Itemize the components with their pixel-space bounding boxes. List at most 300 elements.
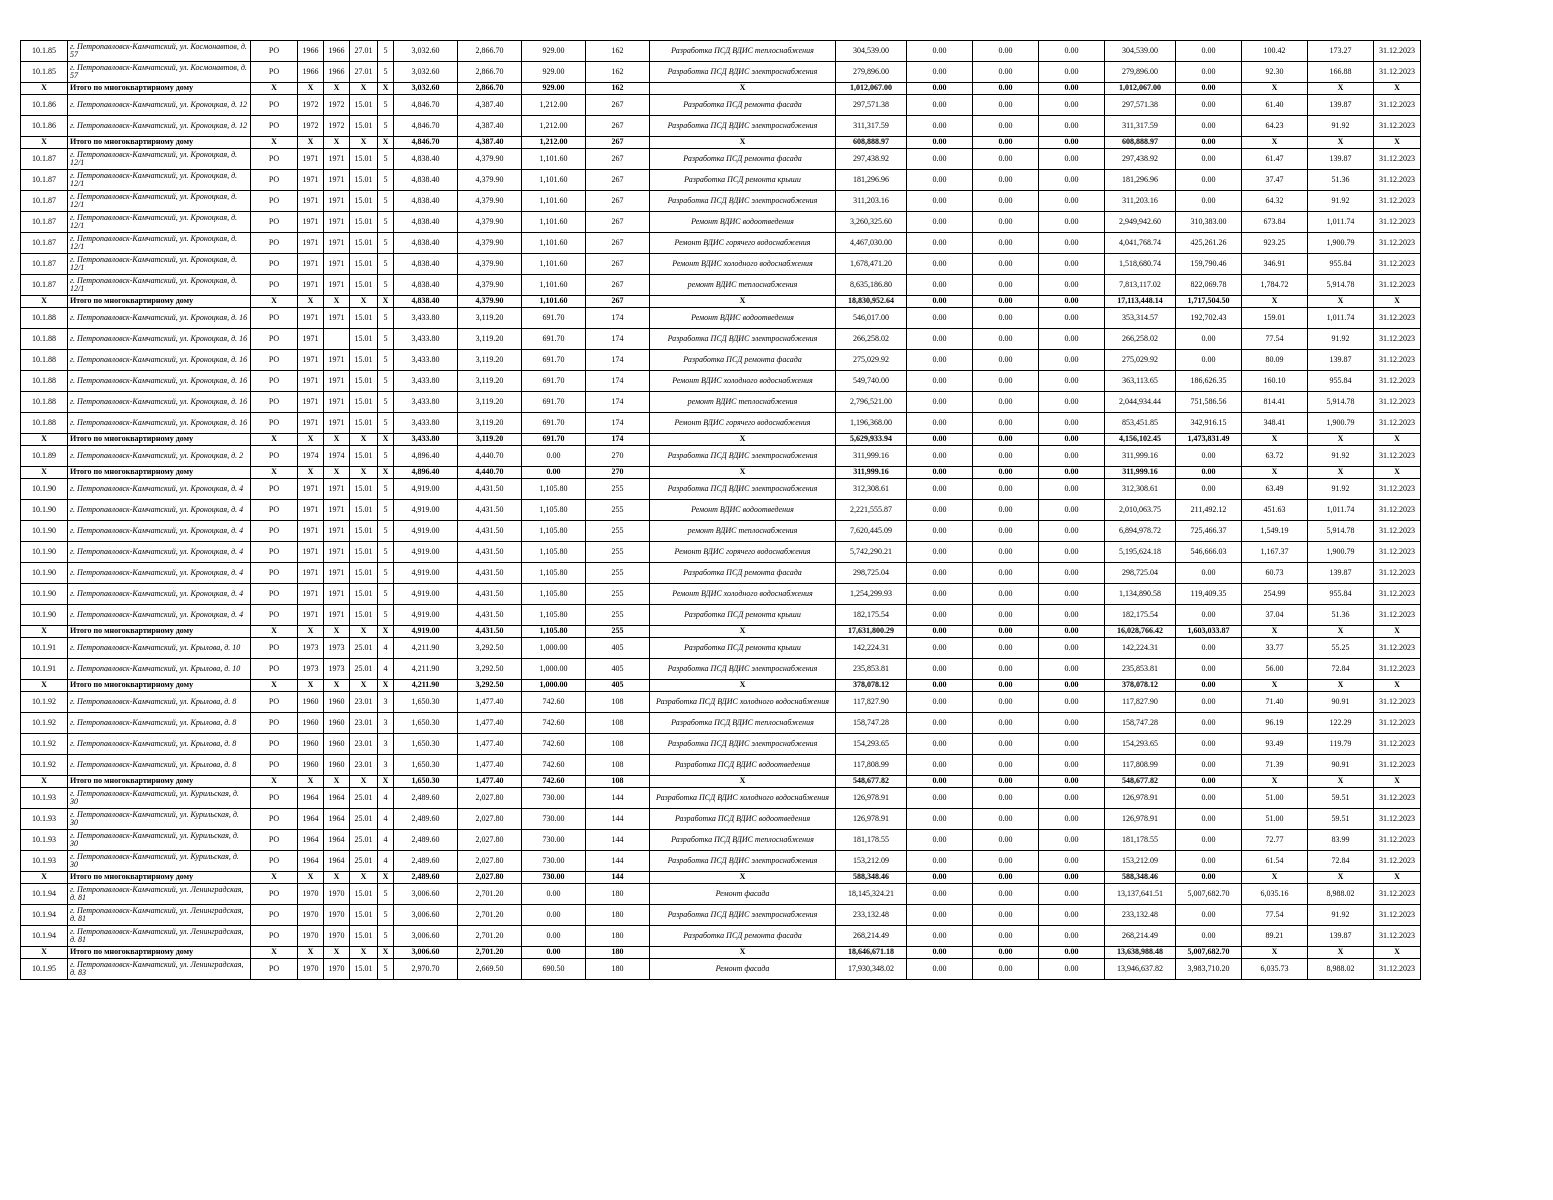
cell-max-unit-cost: 5,914.78 (1308, 275, 1374, 296)
table-row (21, 734, 1421, 755)
cell-item-number: 10.1.87 (21, 254, 68, 275)
cell-cost-total: 233,132.48 (836, 905, 907, 926)
cell-work-type: Разработка ПСД ВДИС электроснабжения (650, 62, 836, 83)
cell-nonresidential-area: 0.00 (522, 446, 586, 467)
cell-item-number: 10.1.85 (21, 62, 68, 83)
subtotal-row (21, 626, 1421, 638)
cell-cost-other: 0.00 (1176, 170, 1242, 191)
cell-cost-owners-fund: 2,010,063.75 (1105, 500, 1176, 521)
cell-work-type: Разработка ПСД ВДИС теплоснабжения (650, 713, 836, 734)
total-work-type: X (650, 467, 836, 479)
cell-total-area: 4,919.00 (394, 521, 458, 542)
total-residential-area: 4,379.90 (458, 296, 522, 308)
cell-year-built: 1971 (298, 329, 324, 350)
cell-residential-area: 2,669.50 (458, 959, 522, 980)
cell-unit-cost: 160.10 (1242, 371, 1308, 392)
cell-address: г. Петропавловск-Камчатский, ул. Кроноцкая, д. 4 (68, 479, 251, 500)
total-total-area: 4,896.40 (394, 467, 458, 479)
cell-year-built: 1972 (298, 95, 324, 116)
cell-deadline: 31.12.2023 (1374, 542, 1421, 563)
cell-wall-material: 15.01 (350, 521, 378, 542)
cell-max-unit-cost: 1,011.74 (1308, 308, 1374, 329)
cell-residential-area: 4,431.50 (458, 542, 522, 563)
cell-cost-local: 0.00 (1039, 95, 1105, 116)
table-row (21, 41, 1421, 62)
cell-residents: 267 (586, 116, 650, 137)
cell-cost-total: 8,635,186.80 (836, 275, 907, 296)
cell-total-area: 4,846.70 (394, 95, 458, 116)
cell-address: г. Петропавловск-Камчатский, ул. Курильская, д. 30 (68, 851, 251, 872)
cell-unit-cost: 80.09 (1242, 350, 1308, 371)
cell-cost-owners-fund: 1,134,890.58 (1105, 584, 1176, 605)
cell-residents: 255 (586, 479, 650, 500)
cell-residential-area: 3,119.20 (458, 413, 522, 434)
cell-address: г. Петропавловск-Камчатский, ул. Крылова, д. 8 (68, 755, 251, 776)
total-method: X (251, 947, 298, 959)
cell-cost-total: 158,747.28 (836, 713, 907, 734)
cell-residential-area: 4,379.90 (458, 275, 522, 296)
cell-method: РО (251, 413, 298, 434)
cell-cost-regional: 0.00 (973, 392, 1039, 413)
cell-cost-local: 0.00 (1039, 638, 1105, 659)
cell-year-commissioned: 1964 (324, 851, 350, 872)
cell-residents: 255 (586, 500, 650, 521)
cell-cost-federal: 0.00 (907, 542, 973, 563)
total-work-type: X (650, 83, 836, 95)
cell-floors: 5 (378, 191, 394, 212)
cell-wall-material: 15.01 (350, 371, 378, 392)
cell-max-unit-cost: 955.84 (1308, 254, 1374, 275)
cell-nonresidential-area: 1,105.80 (522, 605, 586, 626)
cell-year-commissioned: 1970 (324, 905, 350, 926)
cell-year-commissioned: 1971 (324, 479, 350, 500)
cell-year-commissioned: 1964 (324, 830, 350, 851)
cell-year-commissioned: 1971 (324, 584, 350, 605)
cell-wall-material: 15.01 (350, 413, 378, 434)
cell-item-number: 10.1.91 (21, 659, 68, 680)
cell-deadline: 31.12.2023 (1374, 713, 1421, 734)
cell-floors: 5 (378, 392, 394, 413)
cell-cost-local: 0.00 (1039, 233, 1105, 254)
cell-residents: 267 (586, 170, 650, 191)
table-row (21, 413, 1421, 434)
cell-method: РО (251, 500, 298, 521)
cell-residential-area: 4,379.90 (458, 170, 522, 191)
total-cost-regional: 0.00 (973, 467, 1039, 479)
cell-item-number: 10.1.91 (21, 638, 68, 659)
cell-cost-local: 0.00 (1039, 734, 1105, 755)
cell-total-area: 4,211.90 (394, 638, 458, 659)
cell-cost-owners-fund: 181,178.55 (1105, 830, 1176, 851)
cell-cost-other: 310,383.00 (1176, 212, 1242, 233)
total-cost-owners-fund: 588,348.46 (1105, 872, 1176, 884)
total-year-commissioned: X (324, 626, 350, 638)
total-total-area: 4,919.00 (394, 626, 458, 638)
total-deadline: X (1374, 83, 1421, 95)
cell-year-commissioned: 1960 (324, 755, 350, 776)
total-cost-local: 0.00 (1039, 434, 1105, 446)
cell-year-built: 1970 (298, 884, 324, 905)
total-residents: 405 (586, 680, 650, 692)
cell-work-type: Разработка ПСД ВДИС теплоснабжения (650, 41, 836, 62)
cell-max-unit-cost: 955.84 (1308, 371, 1374, 392)
total-item-number: X (21, 626, 68, 638)
cell-cost-other: 822,069.78 (1176, 275, 1242, 296)
cell-year-commissioned: 1971 (324, 275, 350, 296)
cell-max-unit-cost: 91.92 (1308, 116, 1374, 137)
total-year-commissioned: X (324, 83, 350, 95)
cell-cost-total: 5,742,290.21 (836, 542, 907, 563)
table-row (21, 584, 1421, 605)
table-row (21, 149, 1421, 170)
cell-floors: 5 (378, 149, 394, 170)
cell-floors: 4 (378, 788, 394, 809)
cell-nonresidential-area: 1,212.00 (522, 116, 586, 137)
total-cost-regional: 0.00 (973, 296, 1039, 308)
cell-residents: 144 (586, 809, 650, 830)
cell-address: г. Петропавловск-Камчатский, ул. Кроноцкая, д. 4 (68, 542, 251, 563)
cell-total-area: 3,006.60 (394, 884, 458, 905)
cell-cost-other: 0.00 (1176, 851, 1242, 872)
cell-residents: 180 (586, 959, 650, 980)
cell-address: г. Петропавловск-Камчатский, ул. Кроноцкая, д. 16 (68, 371, 251, 392)
cell-year-commissioned: 1971 (324, 212, 350, 233)
cell-total-area: 3,433.80 (394, 329, 458, 350)
total-item-number: X (21, 137, 68, 149)
total-wall-material: X (350, 83, 378, 95)
table-row (21, 926, 1421, 947)
cell-residential-area: 4,431.50 (458, 500, 522, 521)
cell-nonresidential-area: 730.00 (522, 809, 586, 830)
cell-total-area: 4,838.40 (394, 254, 458, 275)
total-unit-cost: X (1242, 872, 1308, 884)
cell-year-built: 1960 (298, 692, 324, 713)
cell-residents: 267 (586, 233, 650, 254)
cell-residents: 162 (586, 62, 650, 83)
cell-address: г. Петропавловск-Камчатский, ул. Ленинградская, д. 83 (68, 959, 251, 980)
cell-floors: 3 (378, 755, 394, 776)
cell-deadline: 31.12.2023 (1374, 638, 1421, 659)
cell-cost-other: 0.00 (1176, 191, 1242, 212)
cell-method: РО (251, 788, 298, 809)
total-cost-owners-fund: 608,888.97 (1105, 137, 1176, 149)
cell-wall-material: 23.01 (350, 734, 378, 755)
cell-item-number: 10.1.87 (21, 191, 68, 212)
table-row (21, 830, 1421, 851)
cell-cost-federal: 0.00 (907, 446, 973, 467)
cell-deadline: 31.12.2023 (1374, 755, 1421, 776)
cell-year-commissioned: 1972 (324, 95, 350, 116)
cell-wall-material: 15.01 (350, 959, 378, 980)
subtotal-row (21, 467, 1421, 479)
cell-deadline: 31.12.2023 (1374, 830, 1421, 851)
total-cost-regional: 0.00 (973, 137, 1039, 149)
cell-nonresidential-area: 691.70 (522, 350, 586, 371)
cell-residents: 180 (586, 926, 650, 947)
total-cost-federal: 0.00 (907, 680, 973, 692)
total-cost-owners-fund: 311,999.16 (1105, 467, 1176, 479)
cell-unit-cost: 60.73 (1242, 563, 1308, 584)
cell-method: РО (251, 392, 298, 413)
cell-item-number: 10.1.93 (21, 809, 68, 830)
total-method: X (251, 137, 298, 149)
cell-item-number: 10.1.87 (21, 275, 68, 296)
total-cost-total: 1,012,067.00 (836, 83, 907, 95)
cell-unit-cost: 1,167.37 (1242, 542, 1308, 563)
cell-year-commissioned: 1971 (324, 191, 350, 212)
cell-residents: 255 (586, 521, 650, 542)
cell-cost-total: 311,999.16 (836, 446, 907, 467)
cell-year-built: 1971 (298, 605, 324, 626)
cell-max-unit-cost: 139.87 (1308, 95, 1374, 116)
cell-method: РО (251, 851, 298, 872)
cell-residents: 174 (586, 350, 650, 371)
cell-address: г. Петропавловск-Камчатский, ул. Космонавтов, д. 57 (68, 41, 251, 62)
cell-unit-cost: 61.47 (1242, 149, 1308, 170)
cell-cost-federal: 0.00 (907, 329, 973, 350)
cell-max-unit-cost: 173.27 (1308, 41, 1374, 62)
total-cost-regional: 0.00 (973, 626, 1039, 638)
total-residential-area: 1,477.40 (458, 776, 522, 788)
cell-method: РО (251, 191, 298, 212)
cell-year-built: 1973 (298, 638, 324, 659)
cell-work-type: ремонт ВДИС теплоснабжения (650, 392, 836, 413)
total-nonresidential-area: 1,101.60 (522, 296, 586, 308)
cell-item-number: 10.1.88 (21, 350, 68, 371)
total-nonresidential-area: 1,000.00 (522, 680, 586, 692)
total-wall-material: X (350, 947, 378, 959)
cell-year-built: 1970 (298, 959, 324, 980)
cell-max-unit-cost: 91.92 (1308, 905, 1374, 926)
cell-floors: 5 (378, 350, 394, 371)
repair-program-table (20, 40, 1421, 980)
cell-year-built: 1971 (298, 521, 324, 542)
cell-residential-area: 1,477.40 (458, 734, 522, 755)
cell-cost-federal: 0.00 (907, 371, 973, 392)
cell-cost-total: 549,740.00 (836, 371, 907, 392)
cell-wall-material: 15.01 (350, 254, 378, 275)
cell-deadline: 31.12.2023 (1374, 884, 1421, 905)
cell-cost-total: 17,930,348.02 (836, 959, 907, 980)
cell-address: г. Петропавловск-Камчатский, ул. Кроноцкая, д. 12 (68, 95, 251, 116)
cell-cost-other: 751,586.56 (1176, 392, 1242, 413)
total-floors: X (378, 947, 394, 959)
cell-nonresidential-area: 1,101.60 (522, 254, 586, 275)
table-row (21, 95, 1421, 116)
cell-work-type: Ремонт фасада (650, 884, 836, 905)
total-residents: 255 (586, 626, 650, 638)
total-address: Итого по многоквартирному дому (68, 296, 251, 308)
cell-max-unit-cost: 955.84 (1308, 584, 1374, 605)
cell-cost-local: 0.00 (1039, 692, 1105, 713)
cell-cost-regional: 0.00 (973, 254, 1039, 275)
cell-nonresidential-area: 730.00 (522, 851, 586, 872)
total-work-type: X (650, 947, 836, 959)
total-cost-other: 1,473,831.49 (1176, 434, 1242, 446)
cell-work-type: Ремонт ВДИС горячего водоснабжения (650, 413, 836, 434)
total-residential-area: 4,387.40 (458, 137, 522, 149)
cell-address: г. Петропавловск-Камчатский, ул. Крылова, д. 10 (68, 659, 251, 680)
total-item-number: X (21, 776, 68, 788)
cell-cost-total: 2,221,555.87 (836, 500, 907, 521)
cell-work-type: Разработка ПСД ВДИС электроснабжения (650, 116, 836, 137)
cell-floors: 5 (378, 521, 394, 542)
total-method: X (251, 626, 298, 638)
cell-total-area: 3,006.60 (394, 926, 458, 947)
cell-nonresidential-area: 1,101.60 (522, 233, 586, 254)
total-item-number: X (21, 296, 68, 308)
cell-residents: 174 (586, 413, 650, 434)
cell-floors: 5 (378, 95, 394, 116)
cell-total-area: 2,489.60 (394, 809, 458, 830)
cell-cost-regional: 0.00 (973, 413, 1039, 434)
total-method: X (251, 467, 298, 479)
cell-deadline: 31.12.2023 (1374, 905, 1421, 926)
total-address: Итого по многоквартирному дому (68, 434, 251, 446)
cell-cost-local: 0.00 (1039, 446, 1105, 467)
table-row (21, 809, 1421, 830)
cell-cost-owners-fund: 279,896.00 (1105, 62, 1176, 83)
cell-cost-federal: 0.00 (907, 584, 973, 605)
cell-floors: 5 (378, 413, 394, 434)
cell-deadline: 31.12.2023 (1374, 233, 1421, 254)
cell-max-unit-cost: 83.99 (1308, 830, 1374, 851)
cell-cost-federal: 0.00 (907, 479, 973, 500)
total-cost-local: 0.00 (1039, 467, 1105, 479)
cell-cost-regional: 0.00 (973, 659, 1039, 680)
cell-cost-owners-fund: 311,999.16 (1105, 446, 1176, 467)
cell-year-commissioned: 1973 (324, 638, 350, 659)
cell-floors: 5 (378, 500, 394, 521)
cell-address: г. Петропавловск-Камчатский, ул. Кроноцкая, д. 12/1 (68, 170, 251, 191)
cell-year-built: 1971 (298, 308, 324, 329)
cell-total-area: 4,919.00 (394, 605, 458, 626)
cell-wall-material: 15.01 (350, 500, 378, 521)
cell-cost-local: 0.00 (1039, 329, 1105, 350)
total-total-area: 3,032.60 (394, 83, 458, 95)
cell-residents: 270 (586, 446, 650, 467)
total-floors: X (378, 680, 394, 692)
cell-cost-owners-fund: 233,132.48 (1105, 905, 1176, 926)
cell-unit-cost: 96.19 (1242, 713, 1308, 734)
cell-deadline: 31.12.2023 (1374, 329, 1421, 350)
total-cost-local: 0.00 (1039, 872, 1105, 884)
cell-unit-cost: 71.39 (1242, 755, 1308, 776)
cell-floors: 5 (378, 542, 394, 563)
cell-method: РО (251, 308, 298, 329)
cell-address: г. Петропавловск-Камчатский, ул. Кроноцкая, д. 16 (68, 308, 251, 329)
cell-cost-owners-fund: 5,195,624.18 (1105, 542, 1176, 563)
cell-address: г. Петропавловск-Камчатский, ул. Кроноцкая, д. 16 (68, 329, 251, 350)
cell-cost-federal: 0.00 (907, 830, 973, 851)
cell-address: г. Петропавловск-Камчатский, ул. Курильская, д. 30 (68, 830, 251, 851)
cell-deadline: 31.12.2023 (1374, 926, 1421, 947)
table-row (21, 191, 1421, 212)
cell-residential-area: 3,119.20 (458, 350, 522, 371)
total-residential-area: 4,431.50 (458, 626, 522, 638)
cell-item-number: 10.1.87 (21, 233, 68, 254)
cell-year-built: 1971 (298, 584, 324, 605)
cell-residents: 174 (586, 392, 650, 413)
cell-cost-other: 3,983,710.20 (1176, 959, 1242, 980)
cell-cost-owners-fund: 297,571.38 (1105, 95, 1176, 116)
total-work-type: X (650, 776, 836, 788)
cell-deadline: 31.12.2023 (1374, 605, 1421, 626)
table-row (21, 350, 1421, 371)
cell-item-number: 10.1.93 (21, 830, 68, 851)
cell-total-area: 1,650.30 (394, 734, 458, 755)
cell-floors: 5 (378, 254, 394, 275)
cell-residential-area: 2,701.20 (458, 884, 522, 905)
cell-address: г. Петропавловск-Камчатский, ул. Кроноцкая, д. 16 (68, 413, 251, 434)
cell-item-number: 10.1.92 (21, 713, 68, 734)
cell-item-number: 10.1.93 (21, 788, 68, 809)
cell-year-built: 1971 (298, 254, 324, 275)
cell-max-unit-cost: 90.91 (1308, 755, 1374, 776)
cell-cost-regional: 0.00 (973, 500, 1039, 521)
cell-residents: 267 (586, 212, 650, 233)
cell-max-unit-cost: 8,988.02 (1308, 959, 1374, 980)
cell-cost-local: 0.00 (1039, 809, 1105, 830)
cell-residential-area: 1,477.40 (458, 713, 522, 734)
cell-cost-local: 0.00 (1039, 605, 1105, 626)
cell-year-commissioned: 1974 (324, 446, 350, 467)
total-work-type: X (650, 296, 836, 308)
cell-year-built: 1971 (298, 149, 324, 170)
cell-cost-regional: 0.00 (973, 95, 1039, 116)
cell-wall-material: 15.01 (350, 926, 378, 947)
cell-floors: 5 (378, 479, 394, 500)
cell-wall-material: 27.01 (350, 41, 378, 62)
cell-year-commissioned: 1971 (324, 371, 350, 392)
cell-cost-total: 1,196,368.00 (836, 413, 907, 434)
total-max-unit-cost: X (1308, 947, 1374, 959)
cell-residential-area: 1,477.40 (458, 755, 522, 776)
cell-year-built: 1971 (298, 350, 324, 371)
cell-year-commissioned: 1960 (324, 734, 350, 755)
cell-cost-federal: 0.00 (907, 149, 973, 170)
total-address: Итого по многоквартирному дому (68, 137, 251, 149)
cell-cost-total: 297,571.38 (836, 95, 907, 116)
cell-method: РО (251, 659, 298, 680)
total-cost-regional: 0.00 (973, 947, 1039, 959)
cell-max-unit-cost: 8,988.02 (1308, 884, 1374, 905)
cell-unit-cost: 673.84 (1242, 212, 1308, 233)
cell-year-commissioned: 1970 (324, 959, 350, 980)
cell-cost-owners-fund: 126,978.91 (1105, 788, 1176, 809)
cell-address: г. Петропавловск-Камчатский, ул. Кроноцкая, д. 12/1 (68, 254, 251, 275)
cell-work-type: ремонт ВДИС теплоснабжения (650, 275, 836, 296)
cell-residential-area: 3,119.20 (458, 308, 522, 329)
cell-wall-material: 15.01 (350, 605, 378, 626)
cell-cost-owners-fund: 2,949,942.60 (1105, 212, 1176, 233)
total-year-built: X (298, 626, 324, 638)
cell-nonresidential-area: 742.60 (522, 713, 586, 734)
cell-unit-cost: 346.91 (1242, 254, 1308, 275)
subtotal-row (21, 947, 1421, 959)
cell-total-area: 2,489.60 (394, 851, 458, 872)
cell-work-type: Разработка ПСД ремонта фасада (650, 95, 836, 116)
cell-year-commissioned: 1964 (324, 788, 350, 809)
cell-cost-other: 0.00 (1176, 563, 1242, 584)
cell-total-area: 3,433.80 (394, 371, 458, 392)
cell-residential-area: 2,866.70 (458, 41, 522, 62)
cell-unit-cost: 72.77 (1242, 830, 1308, 851)
cell-year-built: 1966 (298, 41, 324, 62)
cell-item-number: 10.1.90 (21, 500, 68, 521)
cell-deadline: 31.12.2023 (1374, 851, 1421, 872)
total-max-unit-cost: X (1308, 872, 1374, 884)
